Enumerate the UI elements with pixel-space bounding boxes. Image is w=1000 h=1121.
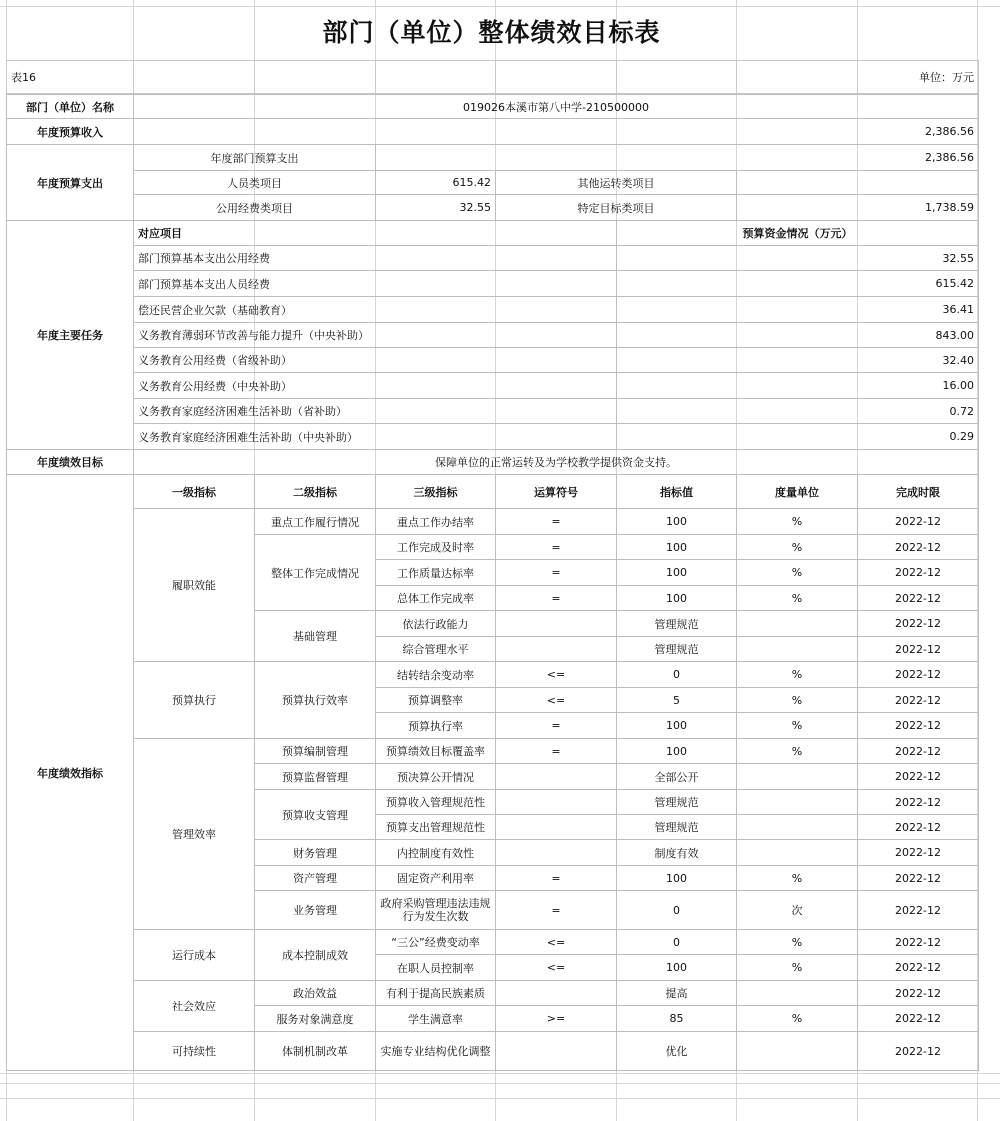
unit: % [737, 713, 858, 739]
unit: % [737, 739, 858, 764]
deadline: 2022-12 [858, 560, 979, 586]
deadline: 2022-12 [858, 713, 979, 739]
target-value: 100 [617, 713, 737, 739]
target-value: 100 [617, 739, 737, 764]
l3-indicator: 固定资产利用率 [376, 866, 496, 891]
operator: <= [496, 662, 617, 688]
unit: % [737, 662, 858, 688]
tasks-label: 年度主要任务 [7, 221, 134, 450]
task-row [7, 373, 979, 399]
deadline: 2022-12 [858, 866, 979, 891]
task-row [7, 424, 979, 450]
operator: = [496, 509, 617, 535]
task-amount: 0.72 [617, 399, 979, 424]
deadline: 2022-12 [858, 930, 979, 955]
unit [737, 815, 858, 840]
tasks-col-funds: 预算资金情况（万元） [617, 221, 979, 246]
expense-row [7, 145, 979, 171]
task-name: 义务教育家庭经济困难生活补助（中央补助） [134, 424, 617, 450]
unit: 次 [737, 891, 858, 930]
task-amount: 0.29 [617, 424, 979, 450]
other-label: 其他运转类项目 [496, 171, 737, 195]
unit: % [737, 955, 858, 981]
income-label: 年度预算收入 [7, 119, 134, 145]
col-header: 三级指标 [376, 475, 496, 509]
header-row-table [6, 60, 979, 94]
operator [496, 840, 617, 866]
operator: = [496, 739, 617, 764]
task-row [7, 323, 979, 348]
goal-row [7, 450, 979, 475]
target-value: 85 [617, 1006, 737, 1032]
l3-indicator: 预算收入管理规范性 [376, 790, 496, 815]
l2-indicator: 成本控制成效 [255, 930, 376, 981]
table-number: 表16 [7, 61, 134, 94]
unit-label: 单位：万元 [858, 61, 979, 94]
deadline: 2022-12 [858, 790, 979, 815]
target-value: 100 [617, 866, 737, 891]
unit [737, 1032, 858, 1071]
task-row [7, 271, 979, 297]
task-name: 部门预算基本支出公用经费 [134, 246, 617, 271]
tasks-header-row [7, 221, 979, 246]
l3-indicator: 预算绩效目标覆盖率 [376, 739, 496, 764]
operator: = [496, 891, 617, 930]
task-name: 义务教育公用经费（省级补助） [134, 348, 617, 373]
operator: <= [496, 930, 617, 955]
operator: = [496, 535, 617, 560]
target-value: 管理规范 [617, 790, 737, 815]
indicator-row [7, 509, 979, 535]
operator: = [496, 586, 617, 611]
l2-indicator: 预算收支管理 [255, 790, 376, 840]
operator: >= [496, 1006, 617, 1032]
unit: % [737, 560, 858, 586]
col-header: 一级指标 [134, 475, 255, 509]
unit [737, 764, 858, 790]
deadline: 2022-12 [858, 840, 979, 866]
unit [737, 611, 858, 637]
l2-indicator: 服务对象满意度 [255, 1006, 376, 1032]
other-value [737, 171, 979, 195]
col-header: 二级指标 [255, 475, 376, 509]
public-label: 公用经费类项目 [134, 195, 376, 221]
expense-label: 年度预算支出 [7, 145, 134, 221]
task-name: 义务教育家庭经济困难生活补助（省补助） [134, 399, 617, 424]
dept-label: 部门（单位）名称 [7, 95, 134, 119]
l1-indicator: 管理效率 [134, 739, 255, 930]
unit: % [737, 586, 858, 611]
target-value: 管理规范 [617, 611, 737, 637]
indicator-row [7, 1032, 979, 1071]
target-value: 管理规范 [617, 637, 737, 662]
operator [496, 1032, 617, 1071]
deadline: 2022-12 [858, 662, 979, 688]
unit [737, 790, 858, 815]
indicator-row [7, 739, 979, 764]
tasks-col-item: 对应项目 [134, 221, 617, 246]
operator: <= [496, 955, 617, 981]
l3-indicator: 综合管理水平 [376, 637, 496, 662]
deadline: 2022-12 [858, 509, 979, 535]
l3-indicator: 结转结余变动率 [376, 662, 496, 688]
dept-row [7, 95, 979, 119]
task-row [7, 399, 979, 424]
deadline: 2022-12 [858, 739, 979, 764]
target-value: 提高 [617, 981, 737, 1006]
l2-indicator: 资产管理 [255, 866, 376, 891]
dept-value: 019026本溪市第八中学-210500000 [134, 95, 979, 119]
unit: % [737, 535, 858, 560]
target-value: 100 [617, 955, 737, 981]
l1-indicator: 可持续性 [134, 1032, 255, 1071]
specific-label: 特定目标类项目 [496, 195, 737, 221]
target-value: 0 [617, 662, 737, 688]
deadline: 2022-12 [858, 688, 979, 713]
deadline: 2022-12 [858, 955, 979, 981]
l3-indicator: 预决算公开情况 [376, 764, 496, 790]
target-value: 制度有效 [617, 840, 737, 866]
unit: % [737, 930, 858, 955]
l2-indicator: 预算监督管理 [255, 764, 376, 790]
unit [737, 637, 858, 662]
col-header: 运算符号 [496, 475, 617, 509]
unit: % [737, 1006, 858, 1032]
task-name: 部门预算基本支出人员经费 [134, 271, 617, 297]
goal-label: 年度绩效目标 [7, 450, 134, 475]
task-name: 义务教育公用经费（中央补助） [134, 373, 617, 399]
l2-indicator: 整体工作完成情况 [255, 535, 376, 611]
target-value: 0 [617, 891, 737, 930]
operator: <= [496, 688, 617, 713]
l3-indicator: 在职人员控制率 [376, 955, 496, 981]
col-header: 完成时限 [858, 475, 979, 509]
indicators-label: 年度绩效指标 [7, 475, 134, 1071]
task-amount: 615.42 [617, 271, 979, 297]
l2-indicator: 预算编制管理 [255, 739, 376, 764]
l3-indicator: 重点工作办结率 [376, 509, 496, 535]
l3-indicator: 政府采购管理违法违规行为发生次数 [376, 891, 496, 930]
page-title: 部门（单位）整体绩效目标表 [322, 18, 661, 47]
l2-indicator: 基础管理 [255, 611, 376, 662]
l2-indicator: 业务管理 [255, 891, 376, 930]
l3-indicator: 内控制度有效性 [376, 840, 496, 866]
l3-indicator: 预算执行率 [376, 713, 496, 739]
l2-indicator: 重点工作履行情况 [255, 509, 376, 535]
deadline: 2022-12 [858, 535, 979, 560]
task-name: 偿还民营企业欠款（基础教育） [134, 297, 617, 323]
public-value: 32.55 [376, 195, 496, 221]
unit: % [737, 866, 858, 891]
target-value: 管理规范 [617, 815, 737, 840]
task-amount: 32.55 [617, 246, 979, 271]
operator: = [496, 713, 617, 739]
personnel-value: 615.42 [376, 171, 496, 195]
deadline: 2022-12 [858, 764, 979, 790]
task-name: 义务教育薄弱环节改善与能力提升（中央补助） [134, 323, 617, 348]
goal-value: 保障单位的正常运转及为学校教学提供资金支持。 [134, 450, 979, 475]
income-row [7, 119, 979, 145]
target-value: 优化 [617, 1032, 737, 1071]
task-amount: 843.00 [617, 323, 979, 348]
l3-indicator: 学生满意率 [376, 1006, 496, 1032]
task-amount: 16.00 [617, 373, 979, 399]
l3-indicator: 实施专业结构优化调整 [376, 1032, 496, 1071]
operator [496, 611, 617, 637]
task-amount: 32.40 [617, 348, 979, 373]
l3-indicator: 预算支出管理规范性 [376, 815, 496, 840]
deadline: 2022-12 [858, 1032, 979, 1071]
l2-indicator: 财务管理 [255, 840, 376, 866]
indicator-row [7, 662, 979, 688]
operator [496, 637, 617, 662]
expense-row [7, 195, 979, 221]
l1-indicator: 预算执行 [134, 662, 255, 739]
deadline: 2022-12 [858, 815, 979, 840]
target-value: 100 [617, 535, 737, 560]
unit [737, 981, 858, 1006]
col-header: 度量单位 [737, 475, 858, 509]
unit: % [737, 688, 858, 713]
operator [496, 815, 617, 840]
deadline: 2022-12 [858, 891, 979, 930]
operator: = [496, 560, 617, 586]
l3-indicator: “三公”经费变动率 [376, 930, 496, 955]
deadline: 2022-12 [858, 611, 979, 637]
operator [496, 764, 617, 790]
l3-indicator: 有利于提高民族素质 [376, 981, 496, 1006]
l1-indicator: 社会效应 [134, 981, 255, 1032]
target-value: 5 [617, 688, 737, 713]
deadline: 2022-12 [858, 1006, 979, 1032]
deadline: 2022-12 [858, 981, 979, 1006]
personnel-label: 人员类项目 [134, 171, 376, 195]
unit: % [737, 509, 858, 535]
task-row [7, 246, 979, 271]
indicators-header-row [7, 475, 979, 509]
col-header: 指标值 [617, 475, 737, 509]
operator [496, 981, 617, 1006]
task-row [7, 297, 979, 323]
target-value: 100 [617, 560, 737, 586]
target-value: 0 [617, 930, 737, 955]
income-value: 2,386.56 [134, 119, 979, 145]
l3-indicator: 预算调整率 [376, 688, 496, 713]
target-value: 全部公开 [617, 764, 737, 790]
l2-indicator: 体制机制改革 [255, 1032, 376, 1071]
expense-dept-total-value: 2,386.56 [376, 145, 979, 171]
l3-indicator: 工作质量达标率 [376, 560, 496, 586]
l3-indicator: 工作完成及时率 [376, 535, 496, 560]
indicator-row [7, 981, 979, 1006]
l2-indicator: 预算执行效率 [255, 662, 376, 739]
l3-indicator: 总体工作完成率 [376, 586, 496, 611]
l1-indicator: 履职效能 [134, 509, 255, 662]
task-row [7, 348, 979, 373]
deadline: 2022-12 [858, 637, 979, 662]
task-amount: 36.41 [617, 297, 979, 323]
target-value: 100 [617, 509, 737, 535]
operator: = [496, 866, 617, 891]
performance-target-table [6, 94, 979, 1071]
operator [496, 790, 617, 815]
deadline: 2022-12 [858, 586, 979, 611]
l1-indicator: 运行成本 [134, 930, 255, 981]
expense-dept-total-label: 年度部门预算支出 [134, 145, 376, 171]
expense-row [7, 171, 979, 195]
l3-indicator: 依法行政能力 [376, 611, 496, 637]
indicator-row [7, 930, 979, 955]
unit [737, 840, 858, 866]
target-value: 100 [617, 586, 737, 611]
l2-indicator: 政治效益 [255, 981, 376, 1006]
specific-value: 1,738.59 [737, 195, 979, 221]
